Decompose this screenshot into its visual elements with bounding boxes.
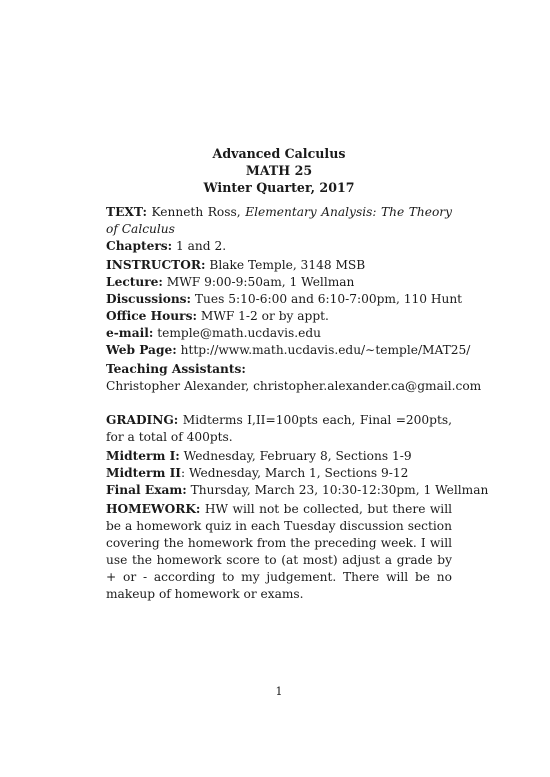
midterm1-value: Wednesday, February 8, Sections 1-9 [183,449,412,463]
teaching-assistants-label: Teaching Assistants: [106,362,246,376]
homework-value: HW will not be collected, but there will be a homework quiz in each Tuesday discussion section covering the homework from the preceding week. I will use the homework score to (at most) adjust a grade by + or - according to my judgement. There will be no makeup of homework or exams. [106,502,453,601]
discussions-value: Tues 5:10-6:00 and 6:10-7:00pm, 110 Hunt [194,292,463,306]
page-number: 1 [275,685,283,698]
grading-value: Midterms I,II=100pts each, Final =200pts, for a total of 400pts. [106,413,452,444]
final-exam-value: Thursday, March 23, 10:30-12:30pm, 1 Wellman [190,483,489,497]
final-exam-line [106,482,489,499]
lecture-label: Lecture: [106,275,163,289]
text-book-title: Elementary Analysis: The Theory of Calculus [106,205,453,236]
web-page-label: Web Page: [106,343,177,357]
discussions-label: Discussions: [106,292,192,306]
grading-section [106,412,452,446]
email-label: e-mail: [106,326,154,340]
homework-section [106,501,452,603]
email-line [106,325,452,342]
instructor-line [106,257,452,274]
text-label: TEXT: [106,205,147,219]
instructor-label: INSTRUCTOR: [106,258,206,272]
office-hours-value: MWF 1-2 or by appt. [200,309,329,323]
lecture-value: MWF 9:00-9:50am, 1 Wellman [166,275,355,289]
midterm2-value: : Wednesday, March 1, Sections 9-12 [181,466,409,480]
lecture-line [106,274,452,291]
teaching-assistants-value: Christopher Alexander, christopher.alexander.ca@gmail.com [106,379,482,393]
discussions-line [106,291,463,308]
final-exam-label: Final Exam: [106,483,187,497]
web-page-value: http://www.math.ucdavis.edu/∼temple/MAT25/ [180,343,471,357]
midterm2-label: Midterm II [106,466,181,480]
course-number: MATH 25 [245,163,313,178]
text-section [106,204,452,238]
email-value: temple@math.ucdavis.edu [157,326,321,340]
web-page-line [106,342,471,359]
office-hours-label: Office Hours: [106,309,197,323]
midterm1-line [106,448,452,465]
midterm2-line [106,465,452,482]
course-term: Winter Quarter, 2017 [203,180,355,195]
title-block [106,145,452,196]
office-hours-line [106,308,452,325]
chapters-value: 1 and 2. [176,239,227,253]
chapters-label: Chapters: [106,239,173,253]
teaching-assistants-section [106,361,482,395]
text-author: Kenneth Ross, [151,205,241,219]
chapters-line [106,238,452,255]
instructor-value: Blake Temple, 3148 MSB [209,258,366,272]
midterm1-label: Midterm I: [106,449,180,463]
homework-label: HOMEWORK: [106,502,201,516]
course-title: Advanced Calculus [212,146,346,161]
grading-label: GRADING: [106,413,179,427]
